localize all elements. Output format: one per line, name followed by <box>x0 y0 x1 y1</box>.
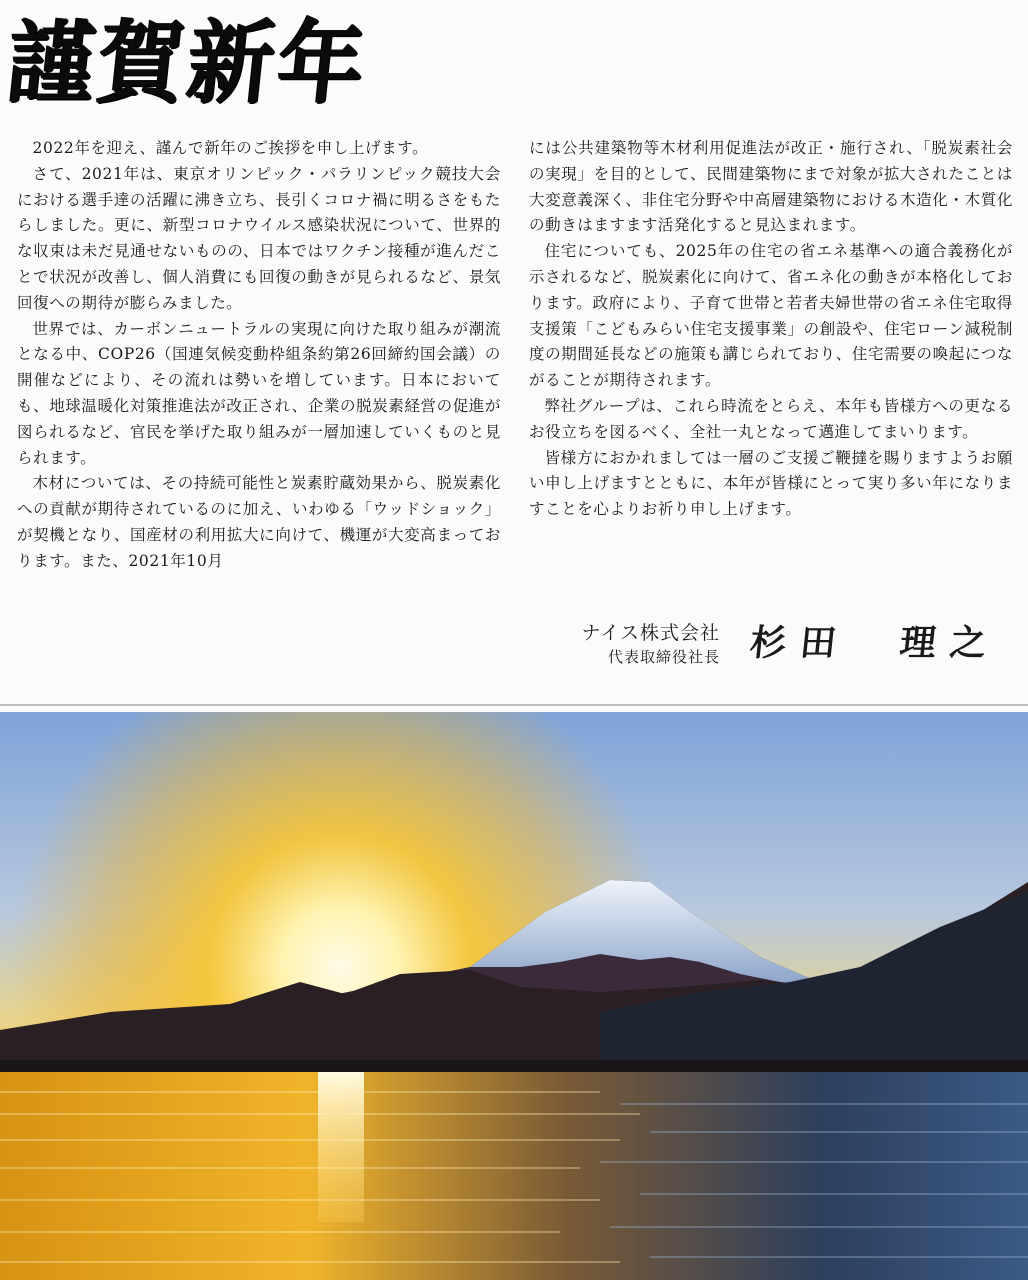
paragraph: 世界では、カーボンニュートラルの実現に向けた取り組みが潮流となる中、COP26（国連気候変動枠組条約第26回締約国会議）の開催などにより、その流れは勢いを増しています。日本においても、地球温暖化対策推進法が改正され、企業の脱炭素経営の促進が図られるなど、官民を挙げた取り組みが一層加速していくものと見られます。 <box>17 319 501 467</box>
signature-block <box>582 618 1001 668</box>
paragraph: 住宅についても、2025年の住宅の省エネ基準への適合義務化が示されるなど、脱炭素化に向けて、省エネ化の動きが本格化しております。政府により、子育て世帯と若者夫婦世帯の省エネ住宅取得支援策「こどもみらい住宅支援事業」の創設や、住宅ローン減税制度の期間延長などの施策も講じられており、住宅需要の喚起につながることが期待されます。 <box>529 242 1013 390</box>
president-name: 杉田 理之 <box>747 622 1003 664</box>
paragraph: 弊社グループは、これら時流をとらえ、本年も皆様方への更なるお役立ちを図るべく、全社一丸となって邁進してまいります。 <box>529 396 1013 441</box>
greeting-title: 謹賀新年 <box>2 10 374 117</box>
fuji-sunrise-photo <box>0 712 1028 1280</box>
paragraph: には公共建築物等木材利用促進法が改正・施行され、「脱炭素社会の実現」を目的として、民間建築物にまで対象が拡大されたことは大変意義深く、非住宅分野や中高層建築物における木造化・木質化の動きはますます活発化すると見込まれます。 <box>529 139 1013 235</box>
company-name: ナイス株式会社 <box>581 622 720 644</box>
paragraph: 皆様方におかれましては一層のご支援ご鞭撻を賜りますようお願い申し上げますとともに、本年が皆様にとって実り多い年になりますことを心よりお祈り申し上げます。 <box>529 448 1013 519</box>
message-column-right <box>529 136 1013 575</box>
divider <box>0 704 1028 706</box>
paragraph: 木材については、その持続可能性と炭素貯蔵効果から、脱炭素化への貢献が期待されているのに加え、いわゆる「ウッドショック」が契機となり、国産材の利用拡大に向けて、機運が大変高まっております。また、2021年10月 <box>17 474 501 570</box>
message-columns <box>17 136 1013 575</box>
president-title: 代表取締役社長 <box>607 648 720 666</box>
paragraph: さて、2021年は、東京オリンピック・パラリンピック競技大会における選手達の活躍に沸き立ち、長引くコロナ禍に明るさをもたらしました。更に、新型コロナウイルス感染状況について、世界的な収束は未だ見通せないものの、日本ではワクチン接種が進んだことで状況が改善し、個人消費にも回復の動きが見られるなど、景気回復への期待が膨らみました。 <box>17 164 501 312</box>
message-column-left <box>17 136 501 575</box>
paragraph: 2022年を迎え、謹んで新年のご挨拶を申し上げます。 <box>32 139 429 157</box>
signature-titles <box>582 620 720 668</box>
